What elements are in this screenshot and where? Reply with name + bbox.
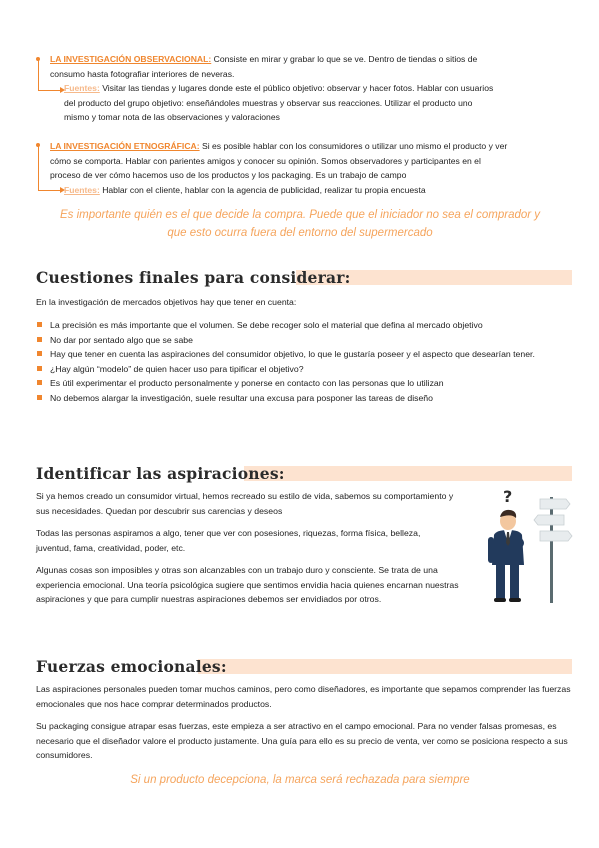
- heading-underlay: [244, 466, 572, 481]
- obs-fuentes-block: Fuentes: Visitar las tiendas y lugares donde este el público objetivo: observar y hacer fotos. Hablar con usuarios del producto del grupo objetivo: enseñándoles muestras y observar sus reacciones. Utilizar el producto uno mismo y tomar nota de las observaciones y valoraciones: [64, 83, 494, 123]
- section-heading: Cuestiones finales para considerar:: [36, 268, 351, 287]
- section-heading: Identificar las aspiraciones:: [36, 464, 285, 483]
- paragraph: Todas las personas aspiramos a algo, tener que ver con posesiones, riquezas, forma física, belleza, juventud, fama, creatividad, poder, etc.: [36, 528, 421, 553]
- list-item: ¿Hay algún “modelo” de quien hacer uso para tipificar el objetivo?: [36, 362, 566, 377]
- list-item: Es útil experimentar el producto personalmente y ponerse en contacto con las personas que lo utilizan: [36, 376, 566, 391]
- connector-line: [38, 146, 39, 190]
- list-item: Hay que tener en cuenta las aspiraciones del consumidor objetivo, lo que le gustaría poseer y el aspecto que desearían tener.: [36, 347, 566, 362]
- paragraph: Algunas cosas son imposibles y otras son alcanzables con un trabajo duro y consciente. Se trata de una experiencia emocional. Una teoría psicológica sugiere que sentimos envidia hacia quienes encarnan nuestras aspiraciones y que para cumplir nuestras aspiraciones debemos ser envidiados por otros.: [36, 565, 459, 605]
- person-signpost-icon: [482, 485, 582, 610]
- obs-block: LA INVESTIGACIÓN OBSERVACIONAL: Consiste en mirar y grabar lo que se ve. Dentro de tiendas o sitios de consumo hasta fotografiar interiores de neveras.: [50, 52, 570, 81]
- list-item: No dar por sentado algo que se sabe: [36, 333, 566, 348]
- etno-fuentes-label: Fuentes:: [64, 185, 100, 195]
- paragraph: Si ya hemos creado un consumidor virtual, hemos recreado su estilo de vida, sabemos su comportamiento y sus necesidades. Quedan por descubrir sus carencias y deseos: [36, 491, 454, 516]
- highlight-quote: Es importante quién es el que decide la compra. Puede que el iniciador no sea el comprador y que esto ocurra fuera del entorno del supermercado: [59, 209, 541, 239]
- businessman-illustration: [482, 485, 582, 610]
- connector-line: [38, 90, 60, 91]
- etno-title: LA INVESTIGACIÓN ETNOGRÁFICA:: [50, 141, 200, 151]
- heading-underlay: [198, 659, 572, 674]
- list-item: No debemos alargar la investigación, suele resultar una excusa para posponer las tareas de diseño: [36, 391, 566, 406]
- section-heading: Fuerzas emocionales:: [36, 657, 227, 676]
- question-mark: ?: [503, 487, 513, 506]
- highlight-quote: Si un producto decepciona, la marca será rechazada para siempre: [130, 774, 470, 786]
- etno-fuentes-block: Fuentes: Hablar con el cliente, hablar con la agencia de publicidad, realizar tu propia encuesta: [64, 185, 426, 195]
- list-item: La precisión es más importante que el volumen. Se debe recoger solo el material que defina al mercado objetivo: [36, 318, 566, 333]
- paragraph: Su packaging consigue atrapar esas fuerzas, este empieza a ser atractivo en el campo emocional. Para no vender falsas promesas, es necesario que el diseñador valore el producto justamente. Una guía para ello es su precio de venta, ver como se posiciona respecto a sus consumidores.: [36, 721, 568, 761]
- obs-fuentes-label: Fuentes:: [64, 83, 100, 93]
- section-intro: En la investigación de mercados objetivos hay que tener en cuenta:: [36, 297, 297, 307]
- etno-block: LA INVESTIGACIÓN ETNOGRÁFICA: Si es posible hablar con los consumidores o utilizar uno mismo el producto y ver cómo se comporta. Hablar con parientes amigos y conocer su opinión. Somos observadores y participantes en el proceso de ver cómo hacemos uso de los productos y los packaging. Es un trabajo de campo: [50, 141, 508, 181]
- connector-line: [38, 190, 60, 191]
- connector-line: [38, 60, 39, 90]
- obs-line: consumo hasta fotografiar interiores de neveras.: [50, 68, 235, 79]
- bullet-list: [36, 318, 566, 406]
- paragraph: Las aspiraciones personales pueden tomar muchos caminos, pero como diseñadores, es importante que sepamos comprender las fuerzas emocionales que nos hace comprar determinados productos.: [36, 684, 571, 709]
- obs-title: LA INVESTIGACIÓN OBSERVACIONAL:: [50, 54, 212, 64]
